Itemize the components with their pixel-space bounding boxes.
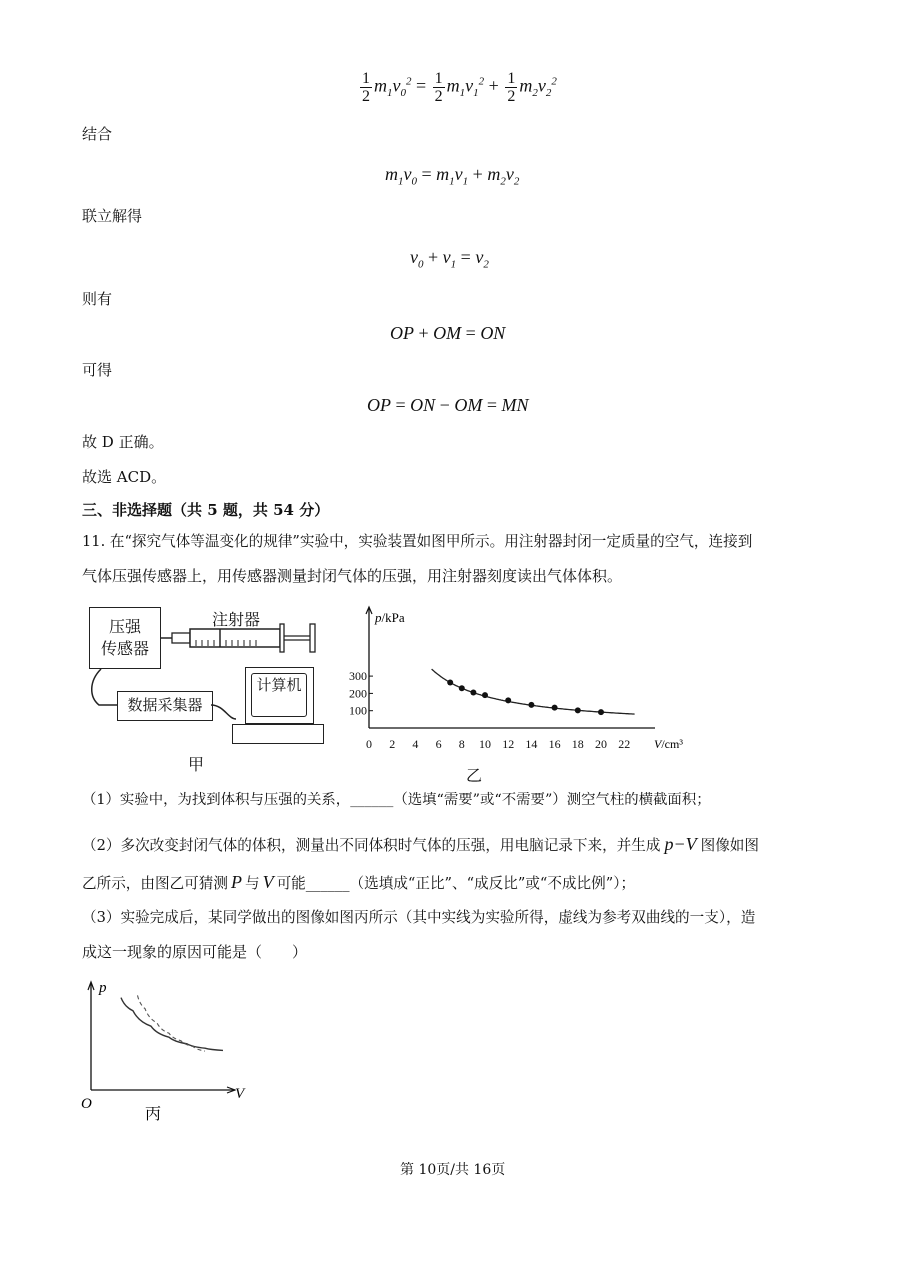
section-heading: 三、非选择题（共 5 题，共 54 分） (82, 501, 330, 519)
x-tick-label: 2 (389, 737, 396, 751)
page-footer: 第 10页/共 16页 (400, 1162, 506, 1178)
text-kede: 可得 (82, 361, 113, 379)
collector-to-computer-cable (210, 695, 250, 725)
q2-math-p: P (230, 872, 242, 892)
equation-distance-sum: OP + OM = ON (390, 323, 506, 343)
experimental-curve (121, 998, 223, 1051)
q2-text-c: 乙所示，由图乙可猜测 (82, 875, 228, 892)
equation-distance-diff: OP = ON − OM = MN (367, 395, 529, 415)
question-part3-line2: 成这一现象的原因可能是（ ） (82, 943, 308, 961)
question-11-line2: 气体压强传感器上，用传感器测量封闭气体的压强，用注射器刻度读出气体体积。 (82, 567, 623, 585)
data-point (528, 702, 534, 708)
y-tick-label: 300 (349, 669, 367, 684)
computer-base (232, 724, 324, 744)
text-zeyou: 则有 (82, 290, 113, 308)
equation-energy: $\frac{1}{2}$ $m_1v_0^2$ = $\frac{1}{2}$ $m_1v_1^2$ + $\frac{1}{2}$ $m_2v_2^2$ (362, 70, 557, 105)
equation-momentum: $m_1v_0 = m_1v_1 + m_2v_2$ (385, 164, 520, 188)
x-tick-label: 6 (435, 737, 442, 751)
x-tick-label: 10 (479, 737, 491, 751)
x-axis-label: V/cm³ (654, 737, 683, 751)
pv-chart (349, 600, 700, 765)
syringe-drawing (160, 620, 320, 656)
x-tick-label: 0 (366, 737, 372, 751)
x-tick-label: 12 (502, 737, 515, 751)
x-tick-label: 22 (618, 737, 631, 751)
figure-yi-caption: 乙 (466, 766, 483, 785)
y-tick-label: 200 (349, 686, 367, 701)
data-point (505, 697, 511, 703)
x-tick-label: 16 (548, 737, 561, 751)
q2-text-e: 可能______（选填成“正比”、“成反比”或“不成比例”）； (276, 875, 636, 892)
text-d-correct: 故 D 正确。 (82, 433, 164, 451)
question-part1: （1）实验中，为找到体积与压强的关系，______（选填“需要”或“不需要”）测空气柱的横截面积； (82, 792, 711, 808)
question-11-line1: 11. 在“探究气体等温变化的规律”实验中，实验装置如图甲所示。用注射器封闭一定质量的空气，连接到 (82, 533, 753, 550)
y-axis-label: p/kPa (375, 610, 405, 625)
text-answer: 故选 ACD。 (82, 468, 167, 486)
equation-velocity: $v_0 + v_1 = v_2$ (410, 247, 489, 271)
data-point (598, 709, 604, 715)
text-lianli: 联立解得 (82, 207, 143, 225)
pressure-sensor-box (89, 607, 161, 669)
data-point (482, 692, 488, 698)
bing-chart (75, 975, 260, 1125)
y-tick-label: 100 (349, 703, 367, 718)
q2-math-pv: p−V (664, 834, 697, 854)
data-point (447, 680, 453, 686)
data-collector-box: 数据采集器 (117, 691, 213, 721)
question-part3-line1: （3）实验完成后，某同学做出的图像如图丙所示（其中实线为实验所得，虚线为参考双曲线的一支），造 (82, 909, 756, 926)
q2-text-d: 与 (244, 875, 260, 892)
y-axis-label: p (99, 980, 107, 996)
computer-monitor (245, 667, 314, 724)
x-tick-label: 14 (525, 737, 538, 751)
data-point (575, 707, 581, 713)
text-jiehe: 结合 (82, 125, 113, 143)
x-tick-label: 18 (571, 737, 584, 751)
question-part2-line1 (82, 834, 759, 856)
x-axis-label: V (235, 1086, 245, 1102)
x-tick-label: 8 (458, 737, 465, 751)
figure-bing-caption: 丙 (145, 1104, 162, 1123)
data-point (470, 690, 476, 696)
origin-label: O (81, 1096, 92, 1112)
sensor-label-line1: 压强 (108, 617, 141, 636)
q2-text-b: 图像如图 (700, 837, 759, 854)
q2-math-v: V (262, 872, 274, 892)
q2-text-a: （2）多次改变封闭气体的体积，测量出不同体积时气体的压强，用电脑记录下来，并生成 (82, 837, 661, 854)
data-point (552, 705, 558, 711)
computer-screen: 计算机 (251, 673, 307, 717)
data-point (459, 685, 465, 691)
x-tick-label: 4 (412, 737, 419, 751)
fit-curve (432, 669, 635, 714)
reference-hyperbola-curve (138, 995, 206, 1051)
question-part2-line2 (82, 872, 635, 894)
sensor-label-line2: 传感器 (100, 639, 149, 658)
x-tick-label: 20 (595, 737, 607, 751)
figure-jia-caption: 甲 (188, 755, 205, 774)
syringe-label: 注射器 (212, 610, 261, 629)
